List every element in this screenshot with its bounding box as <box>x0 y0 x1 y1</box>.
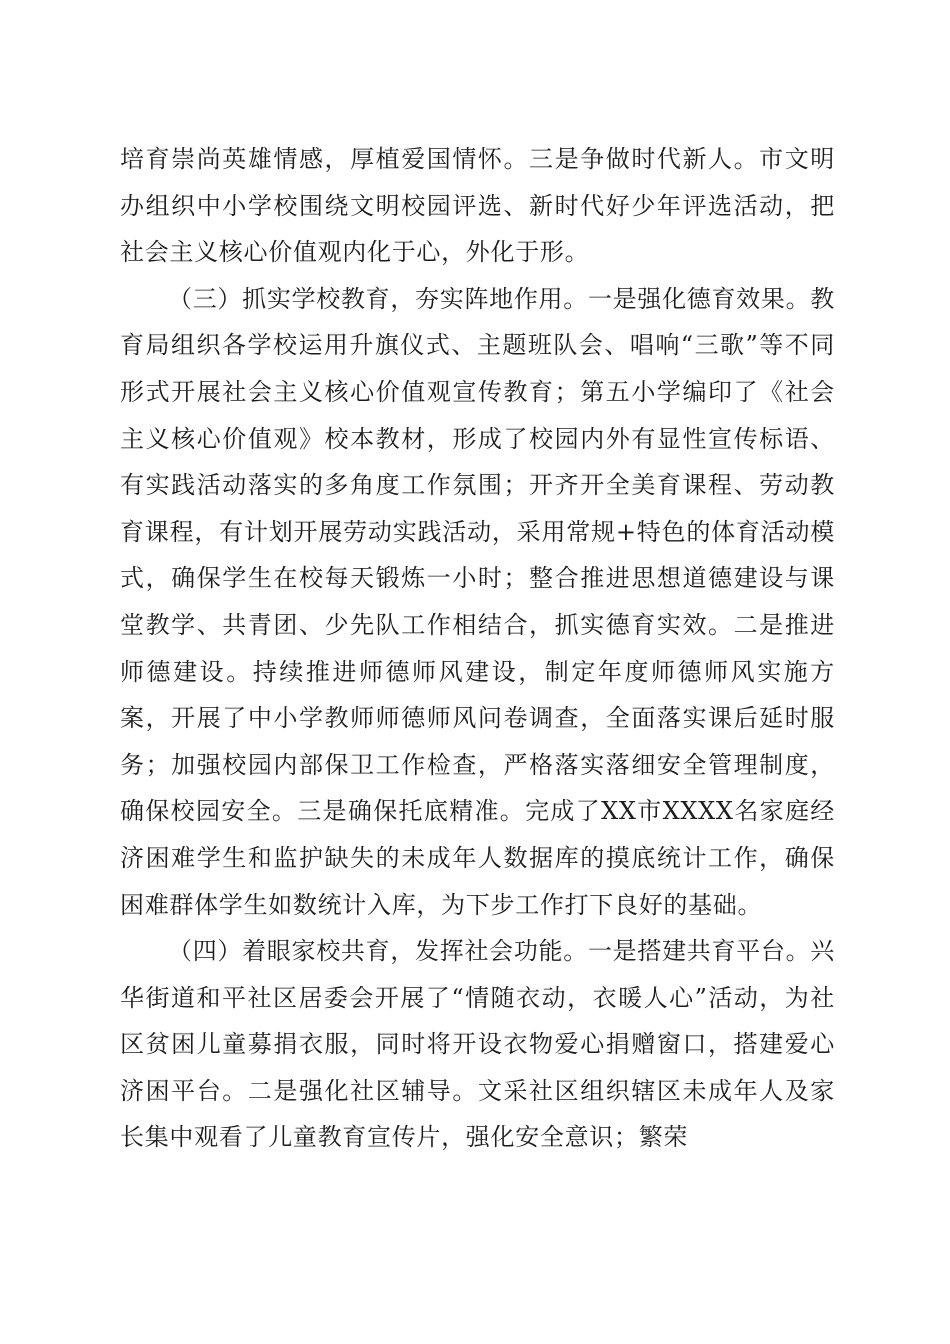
section-4-heading: （四）着眼家校共育，发挥社会功能。 <box>168 937 588 966</box>
paragraph-3 <box>120 928 835 1161</box>
paragraph-3-text: 一是搭建共育平台。兴华街道和平社区居委会开展了“情随衣动，衣暖人心”活动，为社区贫困儿童募捐衣服，同时将开设衣物爱心捐赠窗口，搭建爱心济困平台。二是强化社区辅导。文采社区组织辖区未成年人及家长集中观看了儿童教育宣传片，强化安全意识；繁荣 <box>120 937 836 1152</box>
paragraph-1 <box>120 136 835 276</box>
document-page <box>120 136 835 1161</box>
section-3-heading: （三）抓实学校教育，夯实阵地作用。 <box>168 284 588 313</box>
paragraph-2 <box>120 276 835 928</box>
paragraph-2-text: 一是强化德育效果。教育局组织各学校运用升旗仪式、主题班队会、唱响“三歌”等不同形式开展社会主义核心价值观宣传教育；第五小学编印了《社会主义核心价值观》校本教材，形成了校园内外有显性宣传标语、有实践活动落实的多角度工作氛围；开齐开全美育课程、劳动教育课程，有计划开展劳动实践活动，采用常规+特色的体育活动模式，确保学生在校每天锻炼一小时；整合推进思想道德建设与课堂教学、共青团、少先队工作相结合，抓实德育实效。二是推进师德建设。持续推进师德师风建设，制定年度师德师风实施方案，开展了中小学教师师德师风问卷调查，全面落实课后延时服务；加强校园内部保卫工作检查，严格落实落细安全管理制度，确保校园安全。三是确保托底精准。完成了XX市XXXX名家庭经济困难学生和监护缺失的未成年人数据库的摸底统计工作，确保困难群体学生如数统计入库，为下步工作打下良好的基础。 <box>120 284 836 919</box>
paragraph-1-text: 培育崇尚英雄情感，厚植爱国情怀。三是争做时代新人。市文明办组织中小学校围绕文明校园评选、新时代好少年评选活动，把社会主义核心价值观内化于心，外化于形。 <box>120 145 835 267</box>
